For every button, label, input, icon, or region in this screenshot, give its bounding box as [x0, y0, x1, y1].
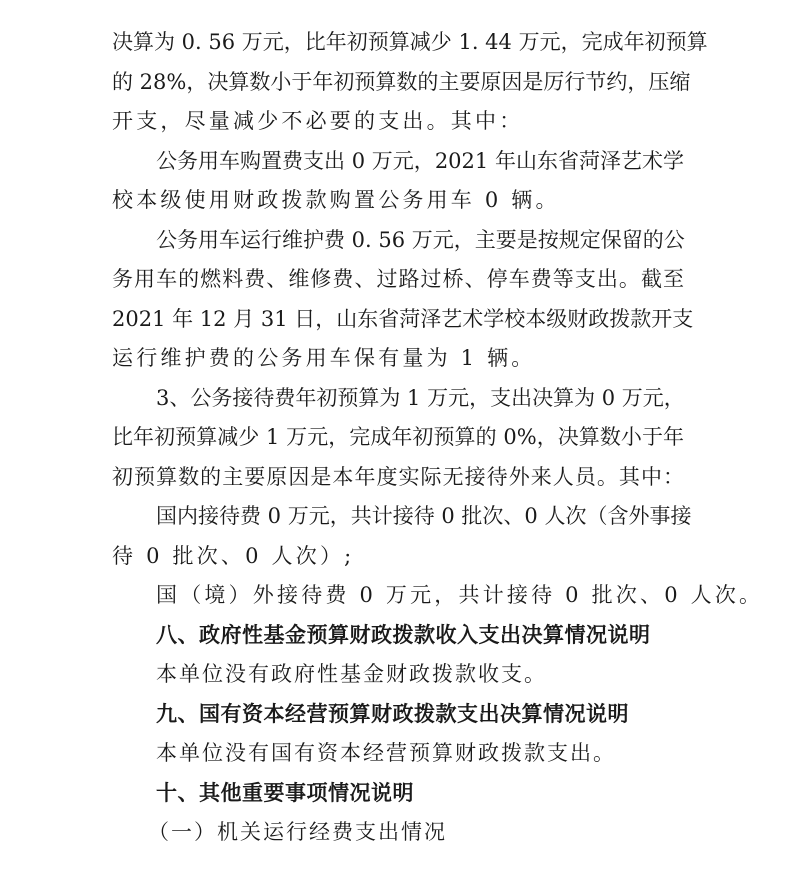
text-line: 开支，尽量减少不必要的支出。其中： — [112, 109, 524, 133]
text-line: 务用车的燃料费、维修费、过路过桥、停车费等支出。截至 — [112, 267, 684, 291]
subsection-heading-1: （一）机关运行经费支出情况 — [148, 820, 447, 844]
text-line: 决算为 0. 56 万元，比年初预算减少 1. 44 万元，完成年初预算 — [112, 30, 708, 54]
document-page — [112, 23, 764, 853]
paragraph-reception-expense — [112, 379, 684, 498]
text-line: 的 28%，决算数小于年初预算数的主要原因是厉行节约，压缩 — [112, 69, 691, 94]
paragraph-vehicle-purchase — [112, 142, 684, 221]
text-line: 初预算数的主要原因是本年度实际无接待外来人员。其中： — [112, 464, 684, 489]
section-heading-10: 十、其他重要事项情况说明 — [156, 780, 414, 805]
text-line: 校本级使用财政拨款购置公务用车 0 辆。 — [112, 188, 560, 212]
paragraph-vehicle-summary — [112, 23, 708, 142]
paragraph-vehicle-maintenance — [112, 221, 694, 379]
section-8-body: 本单位没有政府性基金财政拨款收支。 — [156, 662, 547, 686]
paragraph-domestic-reception — [112, 497, 692, 576]
text-line: 2021 年 12 月 31 日，山东省菏泽艺术学校本级财政拨款开支 — [112, 306, 694, 331]
paragraph-foreign-reception — [112, 576, 764, 616]
text-line: 待 0 批次、0 人次）; — [112, 543, 355, 568]
text-line: 公务用车购置费支出 0 万元，2021 年山东省菏泽艺术学 — [156, 148, 685, 173]
text-line: 国内接待费 0 万元，共计接待 0 批次、0 人次（含外事接 — [156, 504, 692, 528]
section-9-body: 本单位没有国有资本经营预算财政拨款支出。 — [156, 741, 616, 765]
text-line: 运行维护费的公务用车保有量为 1 辆。 — [112, 346, 536, 370]
text-line: 3、公务接待费年初预算为 1 万元，支出决算为 0 万元， — [156, 385, 685, 410]
text-line: 公务用车运行维护费 0. 56 万元，主要是按规定保留的公 — [156, 227, 685, 252]
text-line: 国（境）外接待费 0 万元，共计接待 0 批次、0 人次。 — [156, 583, 764, 607]
section-heading-9: 九、国有资本经营预算财政拨款支出决算情况说明 — [156, 701, 629, 726]
text-line: 比年初预算减少 1 万元，完成年初预算的 0%，决算数小于年 — [112, 425, 684, 449]
section-heading-8: 八、政府性基金预算财政拨款收入支出决算情况说明 — [156, 622, 651, 647]
